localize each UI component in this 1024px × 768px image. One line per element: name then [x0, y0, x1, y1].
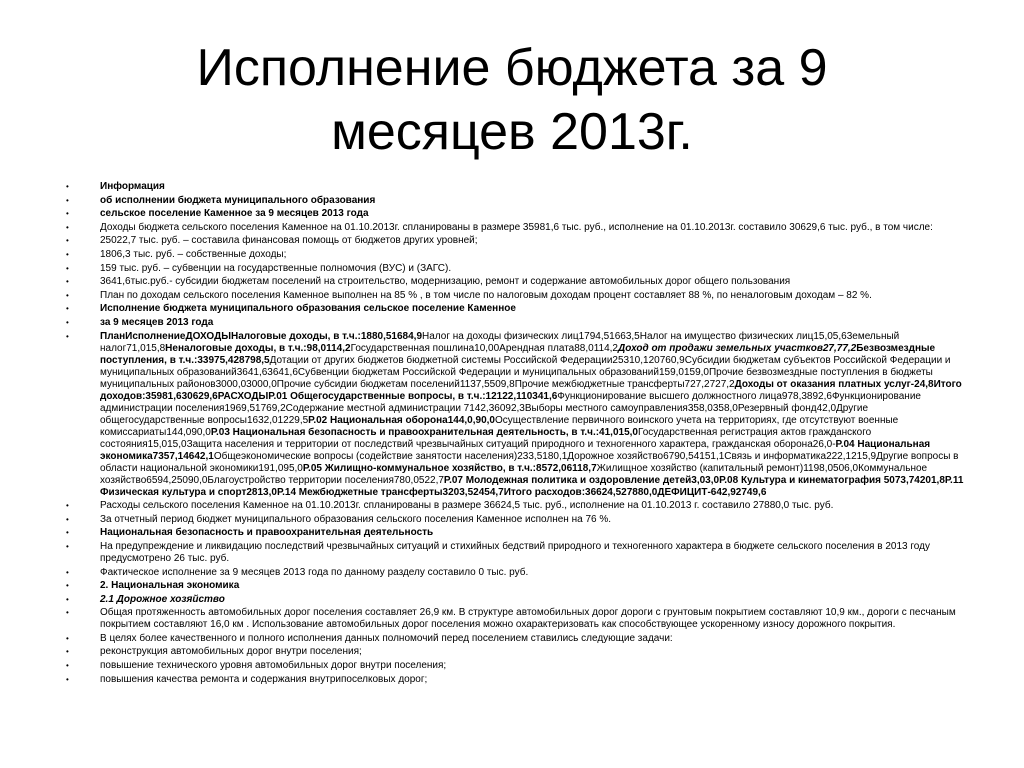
bullet-task-quality	[66, 674, 966, 686]
bullet-roads-length-text-0: Общая протяженность автомобильных дорог поселения составляет 26,9 км. В структуре автомобильных дорог дороги с грунтовым покрытием составляют 10,9 км., дороги с песчаным покрытием составляют 16,0 км . Использование автомобильных дорог поселения можно охарактеризовать как способствующее ускоренному износу дорожного покрытия.	[100, 607, 956, 631]
bullet-revenue-summary	[66, 222, 966, 234]
bullet-task-reconstruction	[66, 646, 966, 658]
bullet-expense-execution-text-0: За отчетный период бюджет муниципального образования сельского поселения Каменное исполнен на 76 %.	[100, 513, 612, 525]
bullet-subventions-text-0: 159 тыс. руб. – субвенции на государственные полномочия (ВУС) и (ЗАГС).	[100, 262, 452, 274]
bullet-budget-table-text-6: Дотации от других бюджетов бюджетной системы Российской Федерации25310,120760,9Субсидии бюджетам субъектов Российской Федерации и муниципальных образований3641,63641,6Субвенции бюджетам Российской Федерации и муниципальных образований159,0159,0Прочие безвозмездные поступления в бюджеты муниципальных районов3000,03000,0Прочие субсидии бюджетам поселений1137,5509,8Прочие межбюджетные трансферты727,2727,2	[100, 354, 951, 390]
bullet-security-heading-text-0: Национальная безопасность и правоохранительная деятельность	[100, 527, 434, 539]
bullet-tasks-intro-text-0: В целях более качественного и полного исполнения данных полномочий перед поселением ставились следующие задачи:	[100, 632, 673, 644]
bullet-budget-table	[66, 331, 966, 499]
slide-title	[60, 36, 964, 164]
bullet-budget-table-text-16: Жилищное хозяйство (капитальный ремонт)1198,0506,0Коммунальное хозяйство6594,25090,0Благоустройство территории поселения780,0522,7	[100, 462, 928, 486]
bullet-info-subheading-2-text-0: сельское поселение Каменное за 9 месяцев 2013 года	[100, 208, 369, 220]
bullet-security-plan-text-0: На предупреждение и ликвидацию последствий чрезвычайных ситуаций и стихийных бедствий природного и техногенного характера в бюджете сельского поселения в 2013 году предусмотрено 26 тыс. руб.	[100, 540, 930, 564]
bullet-revenue-plan-text-0: План по доходам сельского поселения Каменное выполнен на 85 % , в том числе по налоговым доходам процент составляет 88 %, по неналоговым доходам – 82 %.	[100, 289, 872, 301]
bullet-subsidies-roads-text-0: 3641,6тыс.руб.- субсидии бюджетам поселений на строительство, модернизацию, ремонт и содержание автомобильных дорог общего пользования	[100, 276, 791, 288]
bullet-budget-table-text-17: Р.07 Молодежная политика и оздоровление детей3,03,0Р.08 Культура и кинематография 5073,74201,8Р.11 Физическая культура и спорт2813,0Р.14 Межбюджетные трансферты3203,52454,7Итого расходов:36624,527880,0ДЕФИЦИТ-642,92749,6	[100, 474, 964, 498]
slide-title-line-2: месяцев 2013г.	[331, 103, 693, 161]
bullet-security-heading	[66, 527, 966, 539]
bullet-security-actual-text-0: Фактическое исполнение за 9 месяцев 2013 года по данному разделу составило 0 тыс. руб.	[100, 566, 529, 578]
bullet-execution-heading	[66, 303, 966, 315]
bullet-execution-period	[66, 317, 966, 329]
bullet-list	[66, 181, 966, 687]
bullet-budget-table-text-2: Неналоговые доходы, в т.ч.:98,0114,2	[165, 342, 351, 354]
bullet-own-revenue-text-0: 1806,3 тыс. руб. – собственные доходы;	[100, 248, 287, 260]
bullet-budget-table-text-7: Доходы от оказания платных услуг-24,8Итого доходов:35981,630629,6РАСХОДЫР.01 Общегосударственные вопросы, в т.ч.:12122,110341,6	[100, 378, 962, 402]
bullet-subventions	[66, 263, 966, 275]
bullet-budget-table-text-9: Р.02 Национальная оборона144,0,90,0	[308, 414, 495, 426]
bullet-budget-table-text-5: Безвозмездные поступления, в т.ч.:33975,428798,5	[100, 342, 936, 366]
bullet-expense-summary-text-0: Расходы сельского поселения Каменное на 01.10.2013г. спланированы в размере 36624,5 тыс. руб., исполнение на 01.10.2013 г. составило 27880,0 тыс. руб.	[100, 500, 834, 512]
bullet-task-technical-text-0: повышение технического уровня автомобильных дорог внутри поселения;	[100, 660, 447, 672]
bullet-economy-heading-text-0: 2. Национальная экономика	[100, 580, 240, 592]
bullet-budget-table-text-4: Доход от продажи земельных участков27,77,2	[617, 342, 857, 354]
bullet-budget-table-text-11: Р.03 Национальная безопасность и правоохранительная деятельность, в т.ч.:41,015,0	[210, 426, 638, 438]
bullet-expense-execution	[66, 514, 966, 526]
bullet-budget-table-text-15: Р.05 Жилищно-коммунальное хозяйство, в т.ч.:8572,06118,7	[302, 462, 597, 474]
bullet-tasks-intro	[66, 633, 966, 645]
bullet-info-subheading-text-0: об исполнении бюджета муниципального образования	[100, 194, 376, 206]
slide-title-line-1: Исполнение бюджета за 9	[196, 39, 828, 97]
bullet-revenue-plan	[66, 290, 966, 302]
bullet-roads-heading-text-0: 2.1 Дорожное хозяйство	[100, 593, 225, 605]
bullet-security-plan	[66, 541, 966, 565]
bullet-budget-table-text-10: Осуществление первичного воинского учета на территориях, где отсутствуют военные комиссариаты144,090,0	[100, 414, 899, 438]
bullet-info-heading-text-0: Информация	[100, 181, 165, 192]
bullet-budget-table-text-13: Р.04 Национальная экономика7357,14642,1	[100, 438, 931, 462]
bullet-financial-aid-text-0: 25022,7 тыс. руб. – составила финансовая помощь от бюджетов других уровней;	[100, 235, 478, 247]
bullet-roads-length	[66, 607, 966, 631]
bullet-budget-table-text-1: Налог на доходы физических лиц1794,51663,5Налог на имущество физических лиц15,05,63емельный налог71,015,8	[100, 330, 900, 354]
bullet-economy-heading	[66, 580, 966, 592]
bullet-task-technical	[66, 660, 966, 672]
bullet-execution-heading-text-0: Исполнение бюджета муниципального образования сельское поселение Каменное	[100, 303, 516, 315]
bullet-financial-aid	[66, 235, 966, 247]
bullet-task-reconstruction-text-0: реконструкция автомобильных дорог внутри поселения;	[100, 646, 362, 658]
bullet-subsidies-roads	[66, 276, 966, 288]
bullet-budget-table-text-8: Функционирование высшего должностного лица978,3892,6Функционирование администрации поселения1969,51769,2Содержание местной администрации 7142,36092,3Выборы местного самоуправления358,0358,0Резервный фонд42,0Другие общегосударственные вопросы1632,01229,5	[100, 390, 921, 426]
bullet-security-actual	[66, 567, 966, 579]
bullet-own-revenue	[66, 249, 966, 261]
bullet-execution-period-text-0: за 9 месяцев 2013 года	[100, 316, 214, 328]
bullet-budget-table-text-14: Общеэкономические вопросы (содействие занятости населения)233,5180,1Дорожное хозяйство6790,54151,1Связь и информатика222,1215,9Другие вопросы в области национальной экономики191,095,0	[100, 450, 959, 474]
bullet-info-subheading-2	[66, 208, 966, 220]
bullet-expense-summary	[66, 500, 966, 512]
bullet-revenue-summary-text-0: Доходы бюджета сельского поселения Каменное на 01.10.2013г. спланированы в размере 35981,6 тыс. руб., исполнение на 01.10.2013г. составило 30629,6 тыс. руб., в том числе:	[100, 221, 933, 233]
bullet-info-subheading	[66, 195, 966, 207]
bullet-info-heading	[66, 181, 966, 193]
bullet-budget-table-text-3: Государственная пошлина10,00Арендная плата88,0114,2	[350, 342, 618, 354]
bullet-budget-table-text-12: Государственная регистрация актов гражданского состояния15,015,0Защита населения и территории от последствий чрезвычайных ситуаций природного и техногенного характера, гражданская оборона26,0-	[100, 426, 872, 450]
bullet-task-quality-text-0: повышения качества ремонта и содержания внутрипоселковых дорог;	[100, 673, 428, 685]
bullet-roads-heading	[66, 594, 966, 606]
bullet-budget-table-text-0: ПланИсполнениеДОХОДЫНалоговые доходы, в т.ч.:1880,51684,9	[100, 330, 423, 342]
